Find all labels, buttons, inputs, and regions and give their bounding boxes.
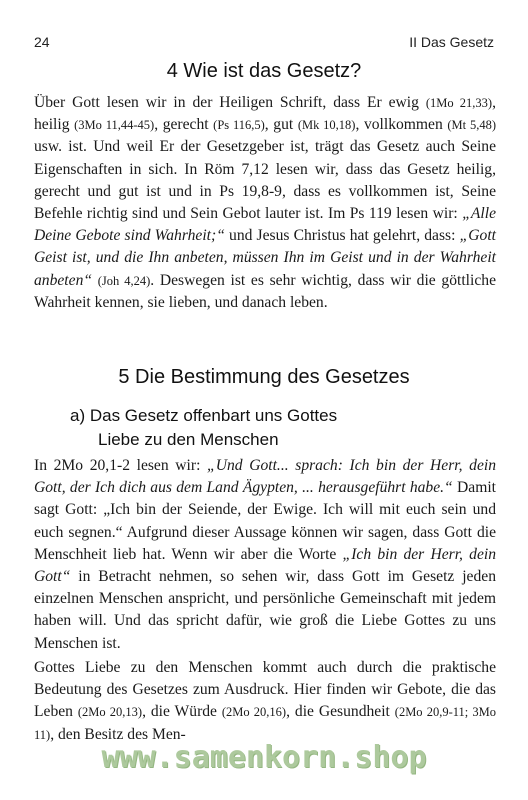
section-4-heading: 4 Wie ist das Gesetz?: [166, 60, 362, 82]
subsection-a-heading: [70, 404, 488, 452]
bible-reference: (Ps 116,5): [213, 118, 265, 133]
quotation: „Gott Geist ist, und die Ihn anbeten, müssen Ihn im Geist und in der Wahrheit anbeten“: [34, 227, 496, 289]
quotation: „Ich bin der Herr, dein Gott“: [34, 545, 497, 586]
section-4-paragraph: Über Gott lesen wir in der Heiligen Schrift, dass Er ewig (1Mo 21,33), heilig (3Mo 11,44-45), gerecht (Ps 116,5), gut (Mk 10,18), vollkommen (Mt 5,48) usw. ist. Und weil Er der Gesetzgeber ist, trägt das Gesetz auch Seine Eigenschaften in sich. In Röm 7,12 lesen wir, dass das Gesetz heilig, gerecht und gut ist und in Ps 19,8-9, dass es vollkommen ist, Seine Befehle richtig sind und Sein Gebot lauter ist. Im Ps 119 lesen wir: „Alle Deine Gebote sind Wahrheit;“ und Jesus Christus hat gelehrt, dass: „Gott Geist ist, und die Ihn anbeten, müssen Ihn im Geist und in der Wahrheit anbeten“ (Joh 4,24). Deswegen ist es sehr wichtig, dass wir die göttliche Wahrheit kennen, sie lieben, und danach leben.: [34, 94, 496, 311]
quotation: „Und Gott... sprach: Ich bin der Herr, dein Gott, der Ich dich aus dem Land Ägypten, ... herausgeführt habe.“: [34, 457, 496, 497]
subsection-a-paragraph-2: Gottes Liebe zu den Menschen kommt auch durch die praktische Bedeutung des Gesetzes zum Ausdruck. Hier finden wir Gebote, die das Leben (2Mo 20,13), die Würde (2Mo 20,16), die Gesundheit (2Mo 20,9-11; 3Mo 11), den Besitz des Men-: [34, 659, 496, 743]
watermark-text: www.samenkorn.shop: [101, 740, 427, 775]
chapter-title: II Das Gesetz: [409, 34, 494, 50]
bible-reference: (Mt 5,48): [447, 118, 496, 133]
bible-reference: (3Mo 11,44-45): [74, 118, 155, 133]
quotation: „Alle Deine Gebote sind Wahrheit;“: [34, 205, 496, 245]
subsection-a-heading-line1: a) Das Gesetz offenbart uns Gottes: [70, 406, 338, 425]
subsection-a-paragraph-1: In 2Mo 20,1-2 lesen wir: „Und Gott... sprach: Ich bin der Herr, dein Gott, der Ich dich aus dem Land Ägypten, ... herausgeführt habe.“ Damit sagt Gott: „Ich bin der Seiende, der Ewige. Ich will mit euch sein und euch segnen.“ Aufgrund dieser Aussage können wir sagen, dass Gott die Menschheit lieb hat. Wenn wir aber die Worte „Ich bin der Herr, dein Gott“ in Betracht nehmen, so sehen wir, dass Gott im Gesetz jeden einzelnen Menschen anspricht, und persönliche Gemeinschaft mit jedem haben will. Und das spricht dafür, wie groß die Liebe Gottes zu uns Menschen ist.: [34, 457, 497, 652]
page-number: 24: [34, 34, 50, 50]
bible-reference: (2Mo 20,9-11; 3Mo 11): [34, 705, 496, 742]
subsection-a-heading-line2: Liebe zu den Menschen: [98, 430, 279, 449]
bible-reference: (2Mo 20,13): [77, 705, 143, 720]
bible-reference: (Mk 10,18): [297, 118, 356, 133]
bible-reference: (2Mo 20,16): [221, 705, 287, 720]
bible-reference: (Joh 4,24): [97, 273, 151, 288]
section-5-heading: 5 Die Bestimmung des Gesetzes: [118, 366, 410, 388]
running-header: [34, 34, 494, 50]
bible-reference: (1Mo 21,33): [425, 96, 493, 110]
